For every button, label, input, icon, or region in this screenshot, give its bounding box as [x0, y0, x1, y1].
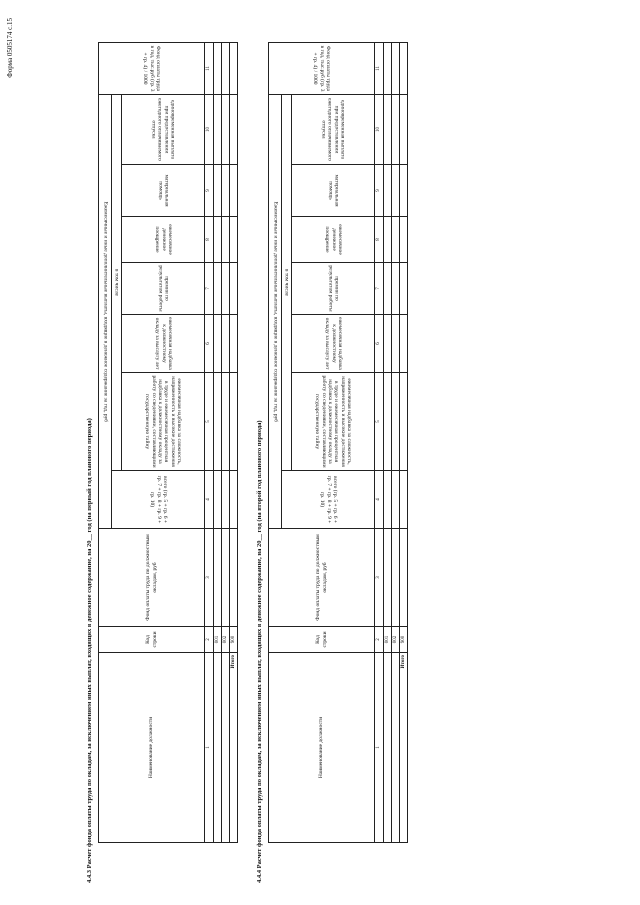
- header-salary-fund: Фонд оплаты труда по должностным окладам, руб: [269, 529, 375, 627]
- header-total: всего (гр. 5 + гр. 6 + гр. 7 + гр. 8 + гр. 9 + гр. 10): [112, 471, 205, 529]
- cell-value[interactable]: [384, 94, 392, 164]
- cell-value[interactable]: [384, 42, 392, 94]
- col-number: 9: [205, 165, 214, 217]
- cell-value[interactable]: [384, 529, 392, 627]
- cell-value[interactable]: [392, 165, 400, 217]
- header-salary-fund: Фонд оплаты труда по должностным окладам, руб: [99, 529, 205, 627]
- cell-value[interactable]: [214, 315, 222, 373]
- cell-value[interactable]: [214, 165, 222, 217]
- col-number: 3: [205, 529, 214, 627]
- cell-position[interactable]: [214, 653, 222, 843]
- cell-value[interactable]: [400, 217, 408, 263]
- col-number: 6: [205, 315, 214, 373]
- cell-value[interactable]: [384, 165, 392, 217]
- cell-value[interactable]: [400, 165, 408, 217]
- header-col11: Фонд оплаты труда в год, тыс.руб (гр. 3 + гр. 4) / 1000: [269, 42, 375, 94]
- cell-value[interactable]: [392, 315, 400, 373]
- cell-value[interactable]: [214, 42, 222, 94]
- header-in-that: в том числе: [112, 94, 122, 470]
- cell-code: 001: [214, 627, 222, 653]
- col-number: 7: [375, 263, 384, 315]
- cell-value[interactable]: [230, 217, 238, 263]
- header-col5: ежемесячная надбавка за сложность, напряженность и высокие достижения в труде и ежемесячная процентная надбавка к должностному окладу за работу со сведениями, составляющими государственную тайну: [292, 373, 375, 471]
- cell-value[interactable]: [214, 217, 222, 263]
- section-title-4-4-3: 4.4.3 Расчет фонда оплаты труда по окладам, за исключением иных выплат, входящих в денежное содержание, на 20__ год (на первый год планового периода): [86, 418, 93, 883]
- col-number: 11: [205, 42, 214, 94]
- cell-value[interactable]: [384, 263, 392, 315]
- form-reference: Форма 0505174 с.15: [6, 18, 14, 78]
- cell-value[interactable]: [230, 529, 238, 627]
- col-number: 6: [375, 315, 384, 373]
- header-col10: единовременная выплата при предоставлении ежегодного оплачиваемого отпуска: [122, 94, 205, 164]
- cell-value[interactable]: [214, 529, 222, 627]
- col-number: 8: [375, 217, 384, 263]
- cell-code: 001: [384, 627, 392, 653]
- col-number: 2: [205, 627, 214, 653]
- col-number: 2: [375, 627, 384, 653]
- cell-value[interactable]: [392, 263, 400, 315]
- cell-value[interactable]: [400, 94, 408, 164]
- col-number: 10: [375, 94, 384, 164]
- cell-value[interactable]: [230, 263, 238, 315]
- cell-value[interactable]: [392, 471, 400, 529]
- cell-value[interactable]: [214, 94, 222, 164]
- col-number: 4: [205, 471, 214, 529]
- cell-position[interactable]: [392, 653, 400, 843]
- header-monthly-group: Ежемесячные и иные дополнительные выплаты, входящие в денежное содержание за год, руб: [269, 94, 282, 528]
- cell-value[interactable]: [214, 373, 222, 471]
- table-row: [214, 42, 222, 842]
- cell-value[interactable]: [400, 529, 408, 627]
- cell-value[interactable]: [384, 315, 392, 373]
- header-code: Код строки: [99, 627, 205, 653]
- total-row: [400, 42, 408, 842]
- cell-value[interactable]: [222, 94, 230, 164]
- cell-value[interactable]: [230, 471, 238, 529]
- cell-value[interactable]: [222, 373, 230, 471]
- cell-value[interactable]: [222, 42, 230, 94]
- header-position: Наименование должности: [99, 653, 205, 843]
- cell-value[interactable]: [392, 217, 400, 263]
- header-col10: единовременная выплата при предоставлении ежегодного оплачиваемого отпуска: [292, 94, 375, 164]
- cell-code: 900: [230, 627, 238, 653]
- cell-value[interactable]: [222, 529, 230, 627]
- header-col11: Фонд оплаты труда в год, тыс.руб (гр. 3 + гр. 4) / 1000: [99, 42, 205, 94]
- total-label: Итого: [230, 653, 238, 843]
- cell-code: 900: [400, 627, 408, 653]
- header-col5: ежемесячная надбавка за сложность, напряженность и высокие достижения в труде и ежемесячная процентная надбавка к должностному окладу за работу со сведениями, составляющими государственную тайну: [122, 373, 205, 471]
- payroll-table-second-year: [268, 42, 408, 843]
- col-number: 8: [205, 217, 214, 263]
- header-col8: ежемесячное денежное поощрение: [122, 217, 205, 263]
- col-number: 7: [205, 263, 214, 315]
- col-number: 9: [375, 165, 384, 217]
- cell-value[interactable]: [222, 263, 230, 315]
- cell-value[interactable]: [384, 471, 392, 529]
- col-number: 5: [375, 373, 384, 471]
- cell-value[interactable]: [230, 315, 238, 373]
- cell-value[interactable]: [400, 471, 408, 529]
- cell-value[interactable]: [230, 373, 238, 471]
- header-position: Наименование должности: [269, 653, 375, 843]
- cell-position[interactable]: [222, 653, 230, 843]
- header-monthly-group: Ежемесячные и иные дополнительные выплаты, входящие в денежное содержание за год, руб: [99, 94, 112, 528]
- col-number: 5: [205, 373, 214, 471]
- table-row: [384, 42, 392, 842]
- header-col9: материальная помощь: [292, 165, 375, 217]
- cell-value[interactable]: [222, 165, 230, 217]
- header-col7: премии по результатам работы: [292, 263, 375, 315]
- header-total: всего (гр. 5 + гр. 6 + гр. 7 + гр. 8 + гр. 9 + гр. 10): [282, 471, 375, 529]
- col-number: 1: [375, 653, 384, 843]
- col-number: 1: [205, 653, 214, 843]
- header-col6: ежемесячная надбавка к должностному окладу за выслугу лет: [292, 315, 375, 373]
- cell-value[interactable]: [400, 263, 408, 315]
- col-number: 3: [375, 529, 384, 627]
- column-numbers-row: [205, 42, 214, 842]
- cell-value[interactable]: [222, 217, 230, 263]
- cell-value[interactable]: [384, 373, 392, 471]
- cell-value[interactable]: [392, 42, 400, 94]
- cell-value[interactable]: [214, 471, 222, 529]
- table-row: [392, 42, 400, 842]
- cell-value[interactable]: [392, 529, 400, 627]
- header-col6: ежемесячная надбавка к должностному окладу за выслугу лет: [122, 315, 205, 373]
- cell-code: 002: [392, 627, 400, 653]
- header-col9: материальная помощь: [122, 165, 205, 217]
- cell-value[interactable]: [400, 42, 408, 94]
- cell-value[interactable]: [222, 315, 230, 373]
- cell-value[interactable]: [214, 263, 222, 315]
- total-label: Итого: [400, 653, 408, 843]
- header-in-that: в том числе: [282, 94, 292, 470]
- header-code: Код строки: [269, 627, 375, 653]
- header-col8: ежемесячное денежное поощрение: [292, 217, 375, 263]
- col-number: 4: [375, 471, 384, 529]
- cell-value[interactable]: [400, 315, 408, 373]
- cell-value[interactable]: [230, 42, 238, 94]
- cell-value[interactable]: [384, 217, 392, 263]
- cell-value[interactable]: [392, 373, 400, 471]
- section-title-4-4-4: 4.4.4 Расчет фонда оплаты труда по окладам, за исключением иных выплат, входящих в денежное содержание, на 20__ год (на второй год планового периода): [256, 420, 263, 883]
- col-number: 10: [205, 94, 214, 164]
- cell-code: 002: [222, 627, 230, 653]
- header-col7: премии по результатам работы: [122, 263, 205, 315]
- total-row: [230, 42, 238, 842]
- cell-value[interactable]: [400, 373, 408, 471]
- cell-position[interactable]: [384, 653, 392, 843]
- payroll-table-first-year: [98, 42, 238, 843]
- cell-value[interactable]: [392, 94, 400, 164]
- col-number: 11: [375, 42, 384, 94]
- table-row: [222, 42, 230, 842]
- column-numbers-row: [375, 42, 384, 842]
- cell-value[interactable]: [222, 471, 230, 529]
- cell-value[interactable]: [230, 165, 238, 217]
- cell-value[interactable]: [230, 94, 238, 164]
